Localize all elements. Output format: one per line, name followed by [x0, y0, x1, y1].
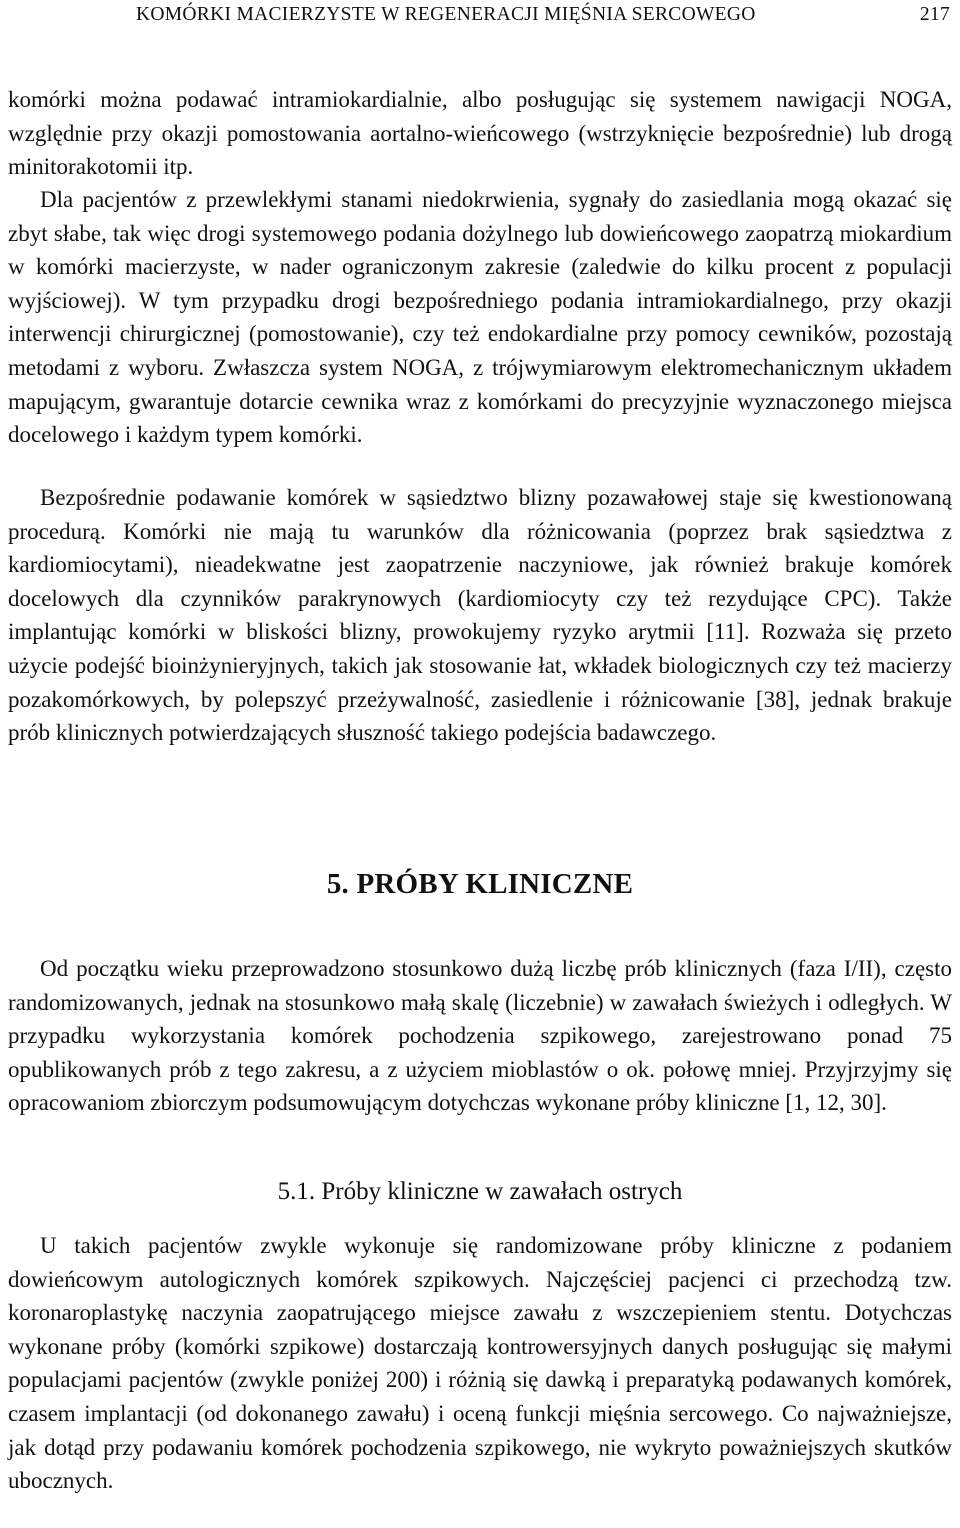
section-heading: 5. PRÓBY KLINICZNE	[326, 868, 634, 900]
page-number: 217	[919, 4, 950, 25]
body-paragraph: Dla pacjentów z przewlekłymi stanami niedokrwienia, sygnały do zasiedlania mogą okazać się zbyt słabe, tak więc drogi systemowego podania dożylnego lub dowieńcowego zaopatrzą miokardium w komórki macierzyste, w nader ograniczonym zakresie (zaledwie do kilku procent z populacji wyjściowej). W tym przypadku drogi bezpośredniego podania intramiokardialnego, przy okazji interwencji chirurgicznej (pomostowanie), czy też endokardialne przy pomocy cewników, pozostają metodami z wyboru. Zwłaszcza system NOGA, z trójwymiarowym elektromechanicznym układem mapującym, gwarantuje dotarcie cewnika wraz z komórkami do precyzyjnie wyznaczonego miejsca docelowego i każdym typem komórki.	[8, 187, 952, 448]
body-paragraph: Od początku wieku przeprowadzono stosunkowo dużą liczbę prób klinicznych (faza I/II), często randomizowanych, jednak na stosunkowo małą skalę (liczebnie) w zawałach świeżych i odległych. W przypadku wykorzystania komórek pochodzenia szpikowego, zarejestrowano ponad 75 opublikowanych prób z tego zakresu, a z użyciem mioblastów o ok. połowę mniej. Przyjrzyjmy się opracowaniom zbiorczym podsumowującym dotychczas wykonane próby kliniczne [1, 12, 30].	[8, 956, 952, 1116]
running-header	[8, 4, 952, 30]
running-title: KOMÓRKI MACIERZYSTE W REGENERACJI MIĘŚNIA SERCOWEGO	[136, 4, 756, 25]
body-paragraph-continuation: komórki można podawać intramiokardialnie, albo posługując się systemem nawigacji NOGA, względnie przy okazji pomostowania aortalno-wieńcowego (wstrzyknięcie bezpośrednie) lub drogą minitorakotomii itp.	[8, 87, 952, 180]
subsection-heading: 5.1. Próby kliniczne w zawałach ostrych	[277, 1178, 683, 1205]
body-paragraph: U takich pacjentów zwykle wykonuje się randomizowane próby kliniczne z podaniem dowieńcowym autologicznych komórek szpikowych. Najczęściej pacjenci ci przechodzą tzw. koronaroplastykę naczynia zaopatrującego miejsce zawału z wszczepieniem stentu. Dotychczas wykonane próby (komórki szpikowe) dostarczają kontrowersyjnych danych posługując się małymi populacjami pacjentów (zwykle poniżej 200) i różnią się dawką i preparatyką podawanych komórek, czasem implantacji (od dokonanego zawału) i oceną funkcji mięśnia sercowego. Co najważniejsze, jak dotąd przy podawaniu komórek pochodzenia szpikowego, nie wykryto poważniejszych skutków ubocznych.	[8, 1233, 952, 1494]
body-paragraph: Bezpośrednie podawanie komórek w sąsiedztwo blizny pozawałowej staje się kwestionowaną procedurą. Komórki nie mają tu warunków dla różnicowania (poprzez brak sąsiedztwa z kardiomiocytami), nieadekwatne jest zaopatrzenie naczyniowe, jak również brakuje komórek docelowych dla czynników parakrynowych (kardiomiocyty czy też rezydujące CPC). Także implantując komórki w bliskości blizny, prowokujemy ryzyko arytmii [11]. Rozważa się przeto użycie podejść bioinżynieryjnych, takich jak stosowanie łat, wkładek biologicznych czy też macierzy pozakomórkowych, by polepszyć przeżywalność, zasiedlenie i różnicowanie [38], jednak brakuje prób klinicznych potwierdzających słuszność takiego podejścia badawczego.	[8, 485, 952, 746]
